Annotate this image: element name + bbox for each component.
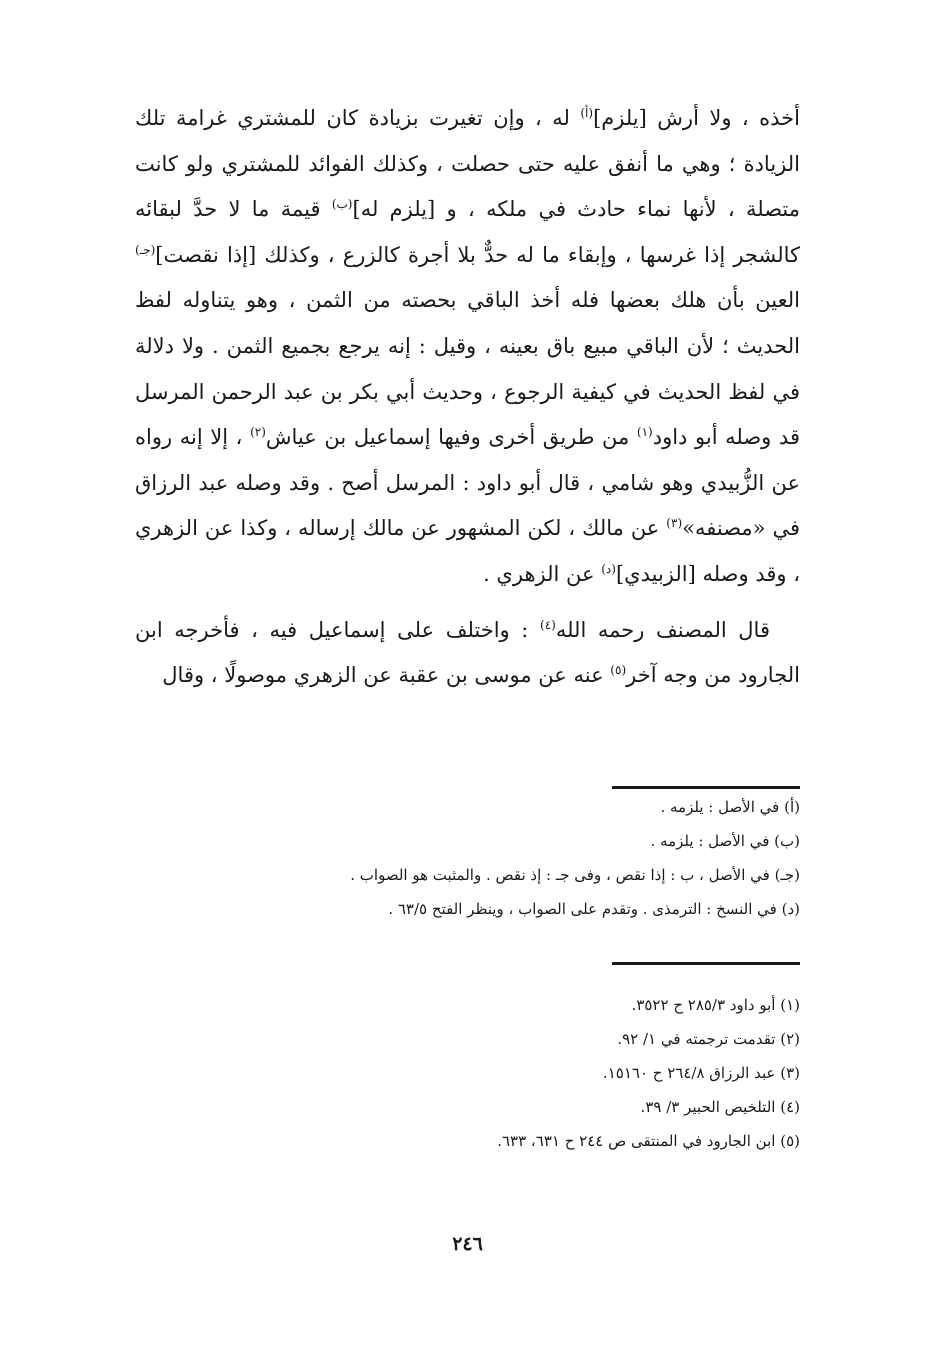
footnote-divider-variants [612, 786, 800, 789]
footnote-marker: (أ) [580, 106, 594, 120]
source-footnote: (١) أبو داود ٢٨٥/٣ ح ٣٥٢٢. [631, 996, 800, 1014]
page-number: ٢٤٦ [452, 1233, 483, 1255]
source-footnote: (٢) تقدمت ترجمته في ١/ ٩٢. [617, 1030, 800, 1048]
text-segment: قال المصنف رحمه الله [555, 617, 770, 642]
paragraph-1 [135, 96, 800, 598]
text-segment: : واختلف على إسماعيل فيه ، فأخرجه ابن الجارود من وجه آخر [135, 617, 800, 688]
variant-footnotes [135, 790, 800, 926]
text-segment: من طريق أخرى وفيها إسماعيل بن عياش [265, 425, 630, 450]
text-segment: عن مالك ، لكن المشهور عن مالك إرساله ، وكذا عن الزهري ، وقد وصله [الزبيدي] [135, 516, 800, 586]
text-segment: عنه عن موسى بن عقبة عن الزهري موصولًا ، وقال [162, 663, 604, 688]
text-segment: عن الزهري . [483, 561, 595, 586]
text-segment: أخذه ، ولا أرش [يلزم] [593, 106, 800, 130]
footnote-marker: (٥) [610, 663, 627, 678]
footnote-marker: (٣) [666, 516, 683, 531]
source-footnote: (٥) ابن الجارود في المنتقى ص ٢٤٤ ح ٦٣١، ٦٣٣. [497, 1132, 800, 1150]
variant-footnote: (د) في النسخ : الترمذى . وتقدم على الصواب ، وينظر الفتح ٦٣/٥ . [388, 900, 800, 918]
text-segment: له ، وإن تغيرت بزيادة كان للمشتري غرامة تلك الزيادة ؛ وهي ما أنفق عليه حتى حصلت ، وكذلك الفوائد للمشتري ولو كانت متصلة ، لأنها نماء حادث في ملكه ، و [يلزم له] [135, 106, 800, 222]
source-footnote: (٤) التلخيص الحبير ٣/ ٣٩. [640, 1098, 800, 1116]
footnote-divider-sources [612, 962, 800, 965]
variant-footnote: (جـ) في الأصل ، ب : إذا نقص ، وفى جـ : إذ نقص . والمثبت هو الصواب . [350, 866, 800, 884]
source-footnote: (٣) عبد الرزاق ٢٦٤/٨ ح ١٥١٦٠. [602, 1064, 800, 1082]
variant-footnote: (ب) في الأصل : يلزمه . [650, 832, 800, 850]
text-segment: قيمة ما لا حدَّ لبقائه كالشجر إذا غرسها ، وإبقاء ما له حدٌّ بلا أجرة كالزرع ، وكذلك [إذا نقصت] [135, 197, 801, 267]
text-segment: ، إلا إنه رواه عن الزُّبيدي وهو شامي ، قال أبو داود : المرسل أصح . وقد وصله عبد الرزاق في «مصنفه» [135, 425, 800, 541]
footnote-marker: (٢) [250, 425, 266, 440]
paragraph-2 [135, 608, 800, 699]
main-text-body [135, 96, 800, 699]
footnote-marker: (ب) [331, 197, 353, 212]
variant-footnote: (أ) في الأصل : يلزمه . [660, 798, 800, 816]
footnote-marker: (د) [601, 561, 616, 576]
footnote-marker: (٤) [540, 617, 556, 632]
footnote-marker: (١) [636, 425, 653, 440]
source-footnotes [135, 988, 800, 1158]
text-segment: العين بأن هلك بعضها فله أخذ الباقي بحصته من الثمن ، وهو يتناوله لفظ الحديث ؛ لأن الباقي مبيع باق بعينه ، وقيل : إنه يرجع بجميع الثمن . ولا دلالة في لفظ الحديث في كيفية الرجوع ، وحديث أبي بكر بن عبد الرحمن المرسل قد وصله أبو داود [135, 288, 800, 450]
footnote-marker: (جـ) [135, 242, 156, 257]
